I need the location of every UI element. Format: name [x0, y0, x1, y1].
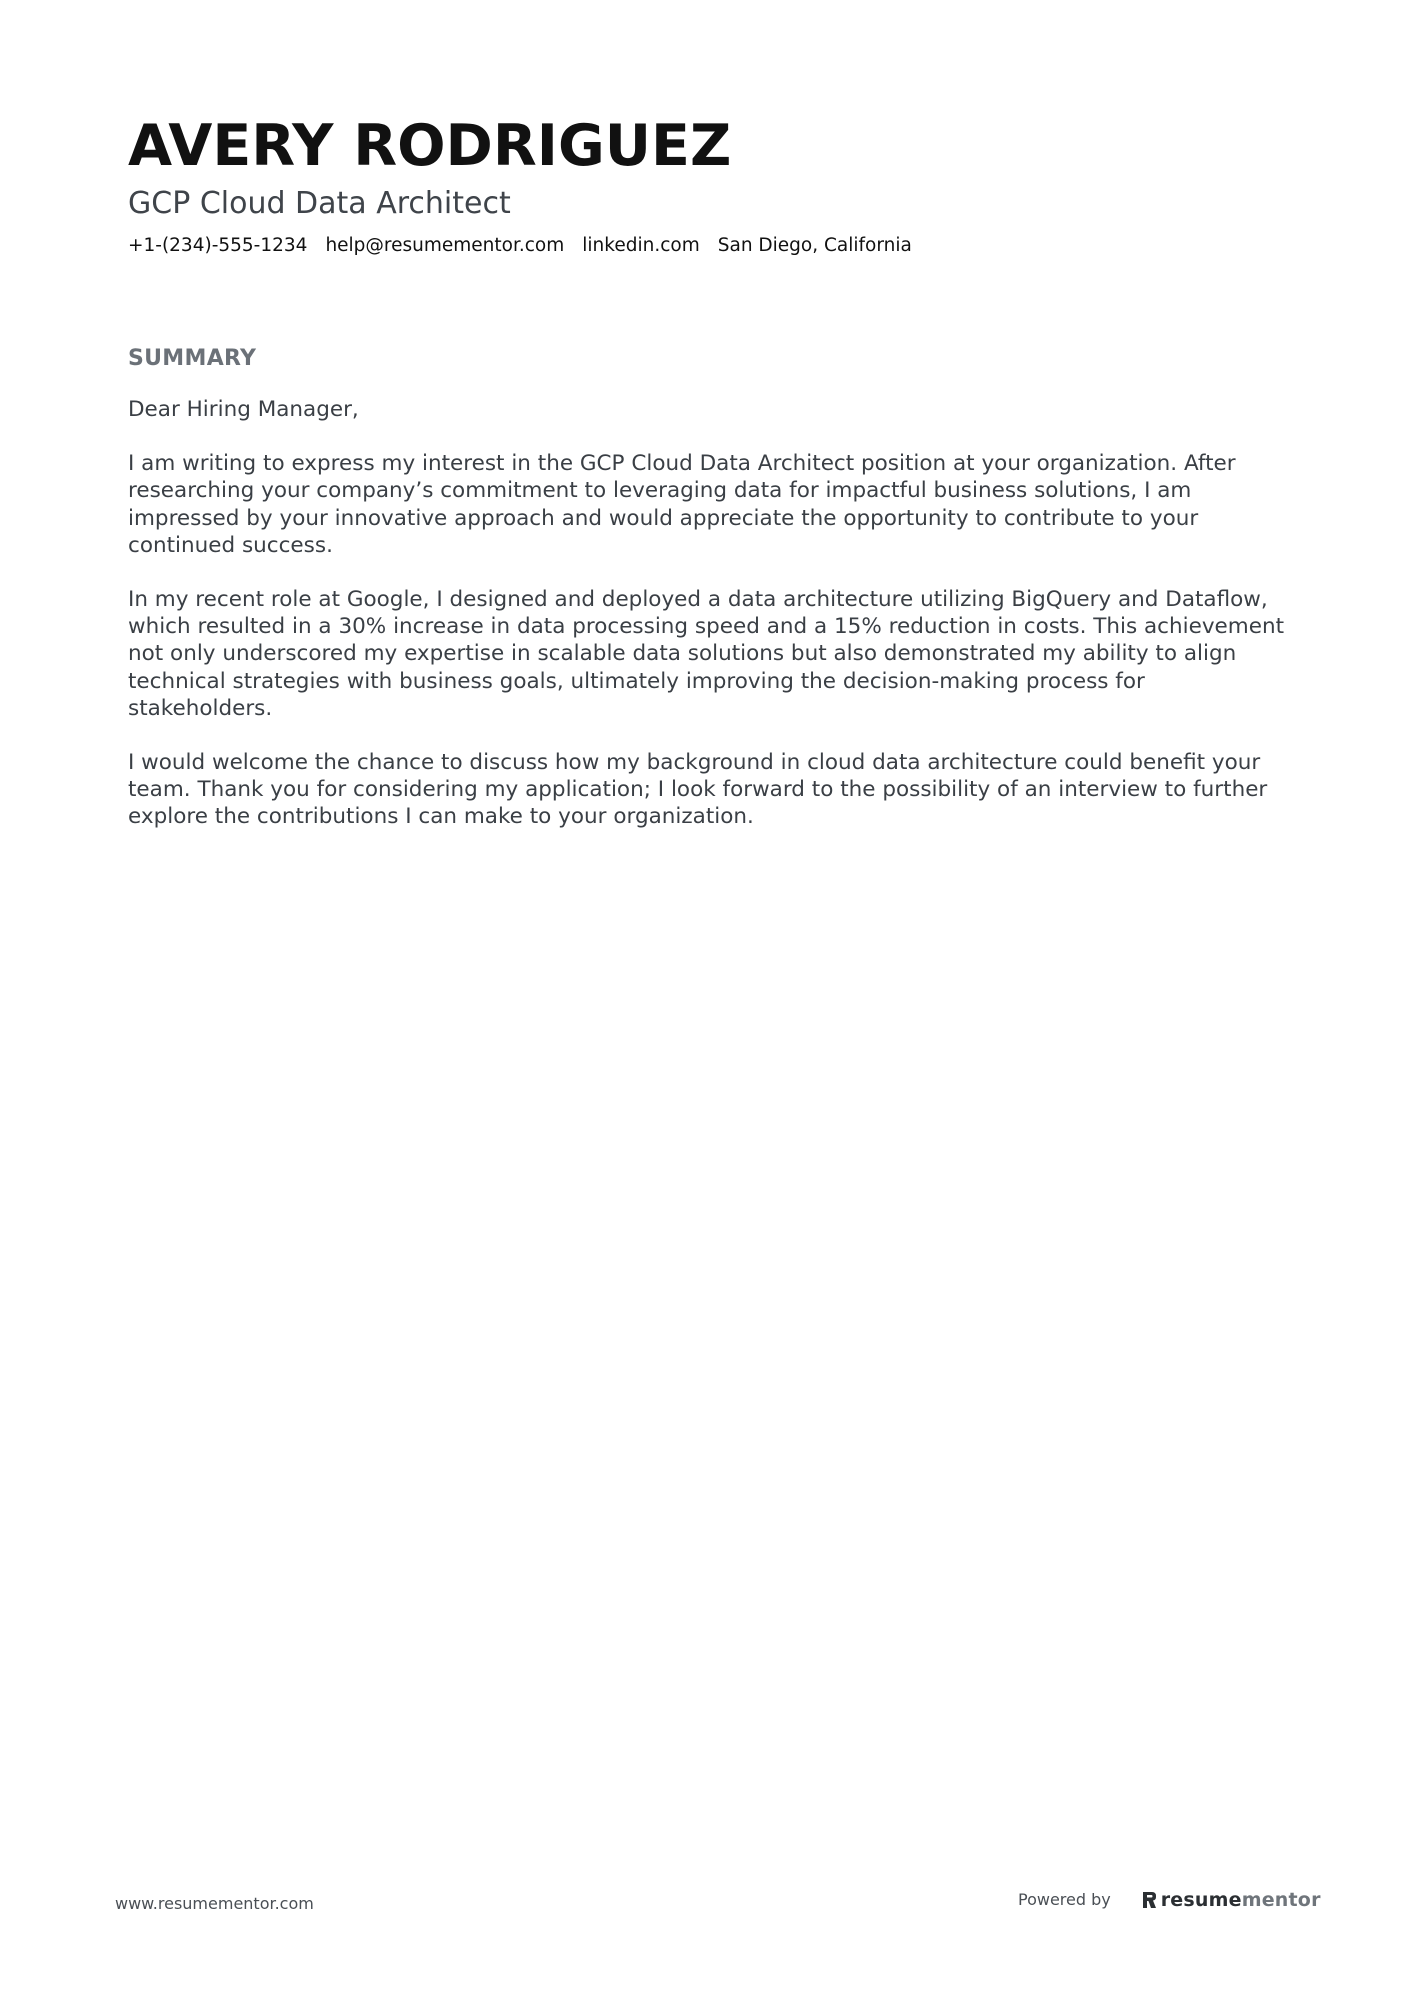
contact-linkedin: linkedin.com	[582, 235, 700, 256]
paragraph-closing: I would welcome the chance to discuss how my background in cloud data architecture could benefit your team. Thank you for considering my application; I look forward to the possibility of an interview to further explore the contributions I can make to your organization.	[128, 750, 1268, 830]
candidate-name: AVERY RODRIGUEZ	[128, 113, 732, 179]
section-heading: SUMMARY	[128, 346, 257, 371]
brand-wordmark: resumementor	[1160, 1889, 1321, 1911]
brand-logo	[1141, 1889, 1321, 1911]
summary-section	[128, 344, 1288, 858]
letter-body	[128, 396, 1288, 831]
paragraph-intro: I am writing to express my interest in the GCP Cloud Data Architect position at your organization. After researching your company’s commitment to leveraging data for impactful business solutions, I am impressed by your innovative approach and would appreciate the opportunity to contribute to your continued success.	[128, 451, 1236, 558]
salutation: Dear Hiring Manager,	[128, 397, 359, 422]
footer-website: www.resumementor.com	[115, 1894, 314, 1913]
contact-location: San Diego, California	[717, 235, 912, 256]
resumementor-logo-icon	[1141, 1890, 1157, 1910]
job-title: GCP Cloud Data Architect	[128, 186, 511, 221]
powered-by-label: Powered by	[1018, 1890, 1111, 1909]
contact-info	[128, 234, 1288, 258]
paragraph-experience: In my recent role at Google, I designed and deployed a data architecture utilizing BigQuery and Dataflow, which resulted in a 30% increase in data processing speed and a 15% reduction in costs. This achievement not only underscored my expertise in scalable data solutions but also demonstrated my ability to align technical strategies with business goals, ultimately improving the decision-making process for stakeholders.	[128, 587, 1285, 721]
footer-powered-by	[1018, 1889, 1321, 1911]
header	[128, 112, 1288, 258]
contact-email: help@resumementor.com	[325, 235, 565, 256]
contact-phone: +1-(234)-555-1234	[128, 235, 308, 256]
